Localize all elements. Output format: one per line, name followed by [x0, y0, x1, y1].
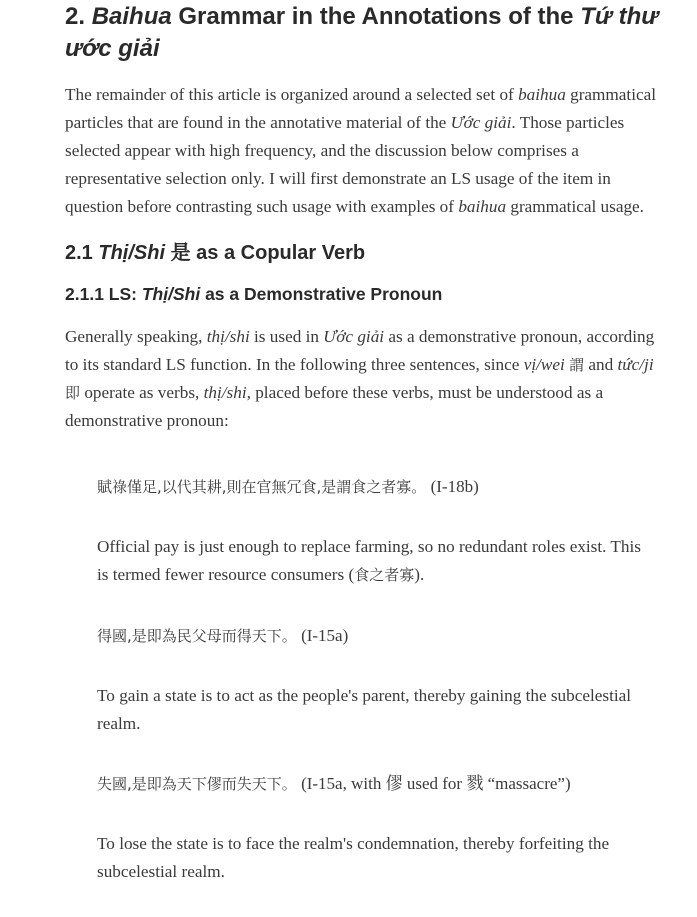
- example-1-translation-cjk: 食之者寡: [354, 566, 415, 584]
- example-1-reference: (I-18b): [430, 477, 479, 496]
- example-2-chinese: 得國,是即為民父母而得天下。: [97, 627, 297, 645]
- example-1-chinese: 賦祿僅足,以代其耕,則在官無冗食,是謂食之者寡。: [97, 478, 427, 496]
- para-cjk-ji: 即: [65, 384, 81, 402]
- example-3-source: [97, 770, 642, 798]
- para-term-uoc-giai: Ước giải: [323, 327, 385, 346]
- section-title-text: Grammar in the Annotations of the: [178, 3, 574, 30]
- para-text-4: and: [588, 355, 614, 374]
- para-term-thi-shi: thị/shi: [206, 327, 250, 346]
- intro-text-4: grammatical usage.: [510, 197, 644, 216]
- intro-term-uoc-giai: Ước giải: [450, 113, 512, 132]
- section-title-italic-1: Baihua: [91, 3, 172, 30]
- subsection-title-text: as a Copular Verb: [196, 242, 366, 264]
- subsubsection-heading: [65, 281, 670, 307]
- example-2-translation-text: To gain a state is to act as the people's parent, thereby gaining the subcelestial realm.: [97, 686, 632, 733]
- para-text-6: , placed before these verbs, must be understood as a demonstrative pronoun:: [65, 383, 604, 430]
- intro-term-baihua: baihua: [518, 85, 566, 104]
- subsection-heading: [65, 239, 670, 267]
- subsection-number: 2.1: [65, 242, 93, 264]
- example-1-source: [97, 473, 642, 501]
- para-text-5: operate as verbs,: [84, 383, 200, 402]
- article-body: [65, 0, 670, 886]
- para-cjk-wei: 謂: [569, 356, 585, 374]
- example-2-source: [97, 622, 642, 650]
- subsubsection-title-text: as a Demonstrative Pronoun: [205, 284, 443, 304]
- example-2-reference: (I-15a): [301, 626, 349, 645]
- subsection-term: Thị/Shi: [98, 242, 166, 264]
- para-text-3: as a demonstrative pronoun, according to its standard LS function. In the following three sentences, since: [65, 327, 655, 374]
- para-term-vi-wei: vị/wei: [523, 355, 565, 374]
- example-3-chinese: 失國,是即為天下僇而失天下。: [97, 775, 297, 793]
- example-1-translation: [97, 533, 642, 589]
- intro-text-3: . Those particles selected appear with high frequency, and the discussion below comprises a representative selection only. I will first demonstrate an LS usage of the item in question before contrasting such usage with examples of: [65, 113, 625, 216]
- body-paragraph: [65, 323, 670, 435]
- intro-text-1: The remainder of this article is organized around a selected set of: [65, 85, 514, 104]
- subsection-cjk: 是: [170, 242, 191, 264]
- section-title-italic-2: Tứ thư ước giải: [65, 3, 659, 62]
- intro-term-baihua-2: baihua: [458, 197, 507, 216]
- subsubsection-number: 2.1.1 LS:: [65, 284, 137, 304]
- section-number: 2.: [65, 3, 86, 30]
- section-heading: [65, 0, 670, 65]
- para-term-tuc-ji: tức/ji: [617, 355, 654, 374]
- para-text-1: Generally speaking,: [65, 327, 203, 346]
- para-term-thi-shi-2: thị/shi: [203, 383, 247, 402]
- para-text-2: is used in: [254, 327, 319, 346]
- example-3-reference: (I-15a, with 僇 used for 戮 “massacre”): [301, 774, 571, 793]
- intro-paragraph: [65, 81, 670, 221]
- example-3-translation: [97, 830, 642, 886]
- subsubsection-term: Thị/Shi: [141, 284, 201, 304]
- example-2-translation: [97, 682, 642, 738]
- example-1-translation-end: ).: [414, 565, 425, 584]
- example-1-translation-text: Official pay is just enough to replace farming, so no redundant roles exist. This is termed fewer resource consumers (: [97, 537, 641, 584]
- example-3-translation-text: To lose the state is to face the realm's condemnation, thereby forfeiting the subcelestial realm.: [97, 834, 610, 881]
- intro-text-2: grammatical particles that are found in the annotative material of the: [65, 85, 657, 132]
